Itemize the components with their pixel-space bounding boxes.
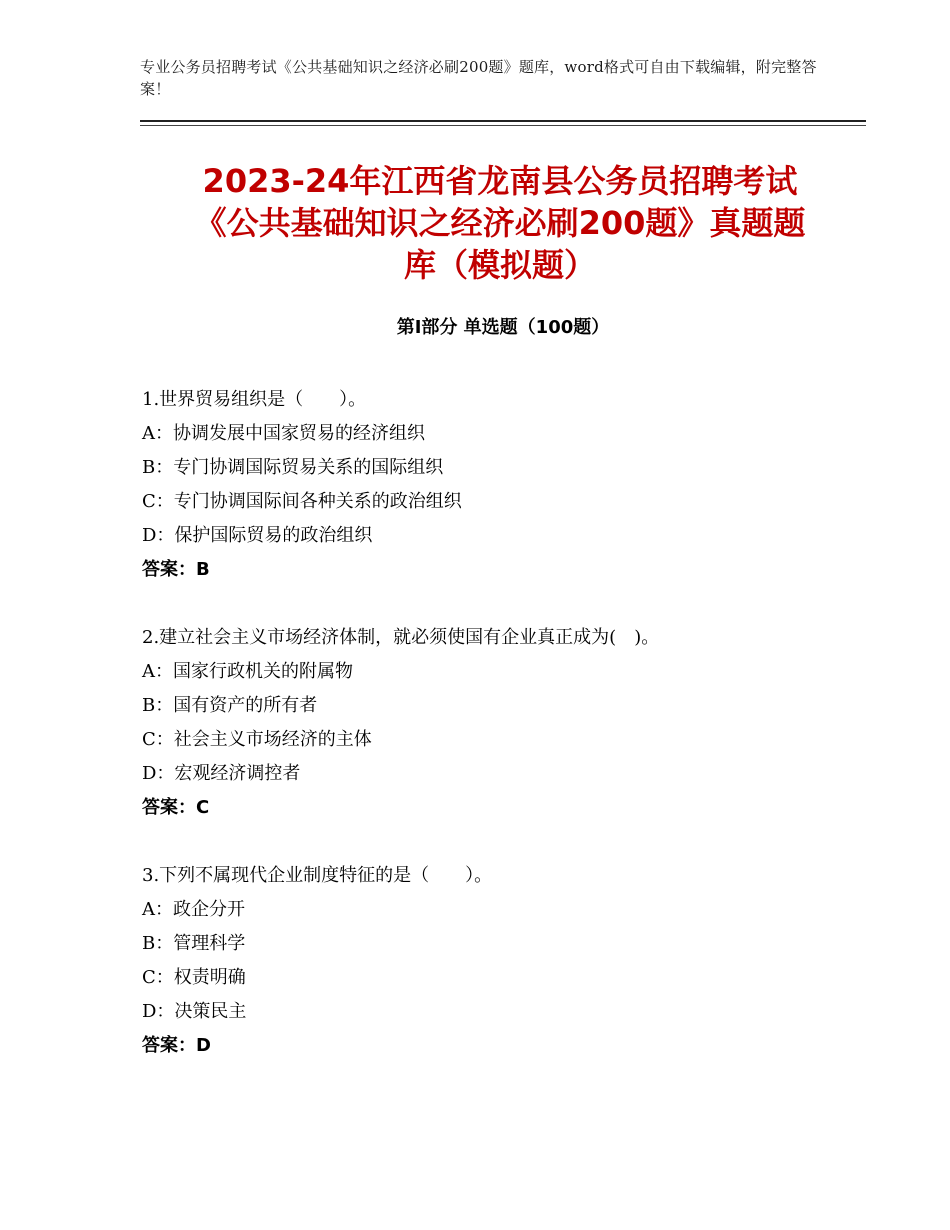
question-list [142,383,862,1097]
question-option: B：专门协调国际贸易关系的国际组织 [142,457,444,478]
question-item [142,621,862,825]
question-option: C：权责明确 [142,967,246,988]
question-stem: 2.建立社会主义市场经济体制，就必须使国有企业真正成为( )。 [142,627,660,648]
section-heading: 第Ⅰ部分 单选题（100题） [396,317,610,338]
question-stem: 3.下列不属现代企业制度特征的是（ ）。 [142,865,493,886]
question-option: D：保护国际贸易的政治组织 [142,525,373,546]
title-line: 2023-24年江西省龙南县公务员招聘考试 [202,162,798,200]
question-option: A：国家行政机关的附属物 [142,661,353,682]
title-line: 库（模拟题） [403,246,596,284]
question-option: D：决策民主 [142,1001,247,1022]
question-option: C：社会主义市场经济的主体 [142,729,372,750]
question-answer: 答案：B [142,559,210,580]
document-title [120,160,880,286]
title-line: 《公共基础知识之经济必刷200题》真题题 [194,204,806,242]
question-option: A：政企分开 [142,899,245,920]
question-option: C：专门协调国际间各种关系的政治组织 [142,491,462,512]
question-item [142,383,862,587]
question-option: D：宏观经济调控者 [142,763,301,784]
question-item [142,859,862,1063]
header-note: 专业公务员招聘考试《公共基础知识之经济必刷200题》题库，word格式可自由下载编辑，附完整答案！ [140,58,817,98]
header-rule-thick [140,120,866,122]
question-option: B：管理科学 [142,933,246,954]
question-stem: 1.世界贸易组织是（ ）。 [142,389,367,410]
question-answer: 答案：C [142,797,210,818]
question-option: B：国有资产的所有者 [142,695,318,716]
question-option: A：协调发展中国家贸易的经济组织 [142,423,425,444]
question-answer: 答案：D [142,1035,211,1056]
header-rule-thin [140,125,866,126]
